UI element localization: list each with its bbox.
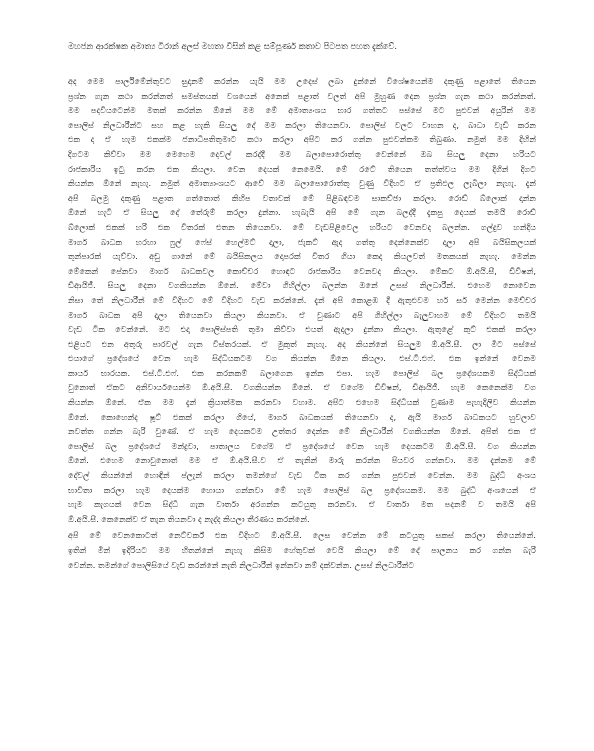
text-line: පොලිස් බල ප්‍රදේශයේ මන්ද්‍රවා, පාතාලය වගේම ඒ ප්‍රදේශයේ වෙන හැම දෙයකටම ඕ.අයි.සී. වග කියන්න [68,440,536,451]
text-line: ඕනේ. එහෙම නොවුනොත් මම ඒ ඕ.අයි.සී.ව ඒ තැනින් මාරු කරන්න පියවර ගන්නවා. මම දැන්නම මේ [68,455,536,466]
text-line: කියන්න ඕනේ. ඒක මම දැන් ක්‍රියාත්මක කරනවා වහාම. අපිට එහෙම සිද්ධියක් වුණාම පැහැදිලිව කියන්න [68,397,536,408]
text-line: ප්‍රශ්න ගැන කථා කරන්නත් සමස්තයක් වශයෙන් අනෙක් පළාත් වලත් අපි මුහුණ දෙන ප්‍රශ්න ගැන කථා කරන්නත්. [68,90,536,101]
text-line: වුනොත් ඒකට අනිවාර්යයෙන්ම ඕ.අයි.සී. වගකියන්න ඕනේ. ඒ වගේම ඩිවිෂන්, ඩීආයිජී. හැම කෙනෙක්ම වග [68,382,536,393]
text-line: කාර්ය භාරයක. එස්.ටී.එෆ්. එක කරනකම් බලාගෙන ඉන්න එපා. හැම පොලිස් බල ප්‍රදේශයකම සිද්ධියක් [68,367,536,378]
text-line: තුන්පාරක් යැව්වා. අඩු ගානේ මේ බයිසිකලය දොපරක් විතර ගියා කෙද කියලවත් මතකයක් නැහැ. මෙන්න [68,251,536,262]
text-line: එළියට එන අතුරු පාරවල් ගැන විස්තරයක්. ඒ මුකුත් නැහැ. අද කියන්නේ සියලුම ඕ.අයි.සී. ලා මිට පස්සේ [68,338,536,349]
text-line: ඕ.අයි.සී. කෙනෙක්ව ඒ තැන තියනවා ද නැද්ද කියලා තීරණය කරන්නේ. [68,513,310,524]
text-line: අද මෙම පාර්ලිමේන්තුවට සුදානම් කරන්න යැයි මම උදෙස් ලබා දුන්නේ විශේෂයෙන්ම දකුණු පළාතේ තියෙන [68,76,536,86]
text-line: වැඩ ටික වෙන්නේ. මට එදා පොලිස්පති තුමා කිව්වා එයත් ඇදලා දුන්නා කියලා. ඇතුළේ කුට් එකක් කරලා [68,324,536,335]
text-line: ඉතින් මින් ඉදිරියට මම හිතන්නේ නැහැ කිසිම හේතුවක් වෙයි කියලා මේ දේ පාලනය කර ගන්න බැරි [68,545,536,555]
document-body [68,74,536,572]
text-line: අපි මේ වෙනකොටත් නෙට්වර්ක් එක විදිහට ඕ.අයි.සී. ලෙස වෙන්න මේ කටයුතු සකස් කරලා තියෙන්නේ. [68,530,536,541]
text-line: වෙන්න. තමන්ගේ පොලිසියේ වැඩ කරන්නේ නැති නිලධාරීන් ඉන්නවා නම් දක්වන්න. උසස් නිලධාරීන්ට [68,559,415,570]
paragraph [68,74,536,526]
text-line: අපි බලමු දකුණු පළාත ගත්තොත් කිහිප වතාවක් මේ පිළිබඳවම සාකච්ඡා කරලා. රොඩ් බ්ලොක් දාන්න [68,192,536,203]
text-line: දේවල් කියන්නේ හොඳින් ප්ලැන් කරලා තමන්ගේ වැඩ ටික කර ගන්න පුළුවන් වෙන්න. මම බුද්ධි අංශය [68,470,536,481]
text-line: මාර්ග බාධක අපි දාලා තියෙනවා කියලා කියනවා. ඒ වුණාට අපි ගිහිල්ලා බැලුවාහම මේ විදිහට තමයි [68,309,536,320]
text-line: බ්ලොක් එකක් හරි එක විතරක් එතන තියෙනවා. මේ වැඩපිළිවෙල හරියට වෙනවද බලන්න. ගල්දුව හන්දිය [68,221,536,232]
text-line: ඕනේ හැටි ඒ සියලු දේ තේරුම් කරලා දුන්නා. හැබැයි අපි මේ ගැන බලද්දී දැකපු දෙයක් තමයි රොඩ් [68,207,536,218]
text-line: මාර්ග බාධක හරහා ෆුල් ෆේස් හෙල්මට් දාලා, ජැකට් ඇද ගත්තු දෙන්නෙක්ව දාලා අපි බයිසිකලයක් [68,236,536,247]
intro-line: මහජන ආරක්ෂක අමාත්‍ය ටිරාන් අලස් මහතා විසින් කළ සම්පූර්ණ කතාව පිටපත පහත දැක්වේ. [68,41,398,51]
text-line: කියන්න ඕනේ නැහැ. නමුත් අමාත්‍යාංශයට ආවේ මම බලාපොරොත්තු වුණු විදිහට ඒ ප්‍රතිඵල ලැබිලා නැහැ. දැන් [68,178,536,189]
text-line: ඩීආයිජී. සියලු දෙනා වගකියන්න ඕනේ. මේවා ගිහිල්ලා බලන්න ඔනේ උසස් නිලධාරීන්. එහෙම නොවෙන [68,280,536,291]
text-line: රාජකාරිය ඉටු කරන එක කියලා. වෙන දෙයක් නෙමෙයි. මේ රටේ තියෙන තත්ත්වය මම දිගින් දිගට [68,163,536,174]
text-line: එක ද ඒ හැම එකක්ම ජනාධිපතිතුමාට කථා කරලා අපිට කර ගන්න පුළුවන්කම තිබුණා. නමුත් මම දිහින් [68,134,536,145]
text-line: මම පදවියටෙන්ම මතක් කරන්න ඕනේ මම මේ අමාත්‍යංශය භාර ගත්තට පස්සේ මට පුළුවන් අයුරින් මම [68,105,536,116]
paragraph [68,528,536,572]
text-line: පොලිස් නිලධාරීන්ට සහ කළ හැකි සියලු දේ මම කරලා තියෙනවා. පොලිස් වලට වාහන ද, බාධා වැඩි කරන [68,119,536,130]
text-line: දිගටම කිව්වා මම මෙහෙම දෙවල් කරද්දී මම බලාපොරොත්තු වෙන්නේ ඔබ සියලු දෙනා හරියට [68,148,536,159]
text-line: නවත්ත ගන්න බැරි වුණේ. ඒ හැම දෙයකටම උත්තර දෙන්න මේ නිලධාරීන් වගකියන්න ඕනේ. අපිත් එක ඒ [68,426,536,437]
text-line: හැම කැගයක් වෙන සිද්ධි ගැන වාර්තා අරගන්න කටයුතු කරනවා. ඒ වාර්තා මත පදනම් ව තමයි අපි [68,499,536,510]
text-line: නිසා තේ නිලධාරීන් මේ විදිහට මේ විදිහට වැඩ කරන්නේ. දැන් අපි කොළඹ දී ඇතුළුවම හර් සර් මෙන්න මෙච්චර [68,294,536,305]
text-line: මේකෙන් පේනවා මාර්ග බාධකවල කොච්චර හොඳට රාජකාරිය වෙනවද කියලා. මේකට ඕ.අයි.සී, ඩීවීෂන්, [68,265,536,276]
text-line: එයාගේ ප්‍රදේශයේ වෙන හැම සිද්ධියකටම වග කියන්න ඕනෙ කියලා. එස්.ටී.එෆ්. එක ඉන්නේ වෙනම [68,353,536,364]
text-line: භාවිතා කරලා හැම දෙයක්ම හොයා ගන්නවා මේ හැම පොලිස් බල ප්‍රදේශයකම. මම බුද්ධි අංශයෙන් ඒ [68,484,536,495]
text-line: ඕනේ. කොහෙන්ද ෂූට් එකක් කරලා ගියේ, මාර්ග බාධකයක් තියෙනවා ද, ඇයි මාර්ග බාධකයට හුවලාව [68,411,536,422]
